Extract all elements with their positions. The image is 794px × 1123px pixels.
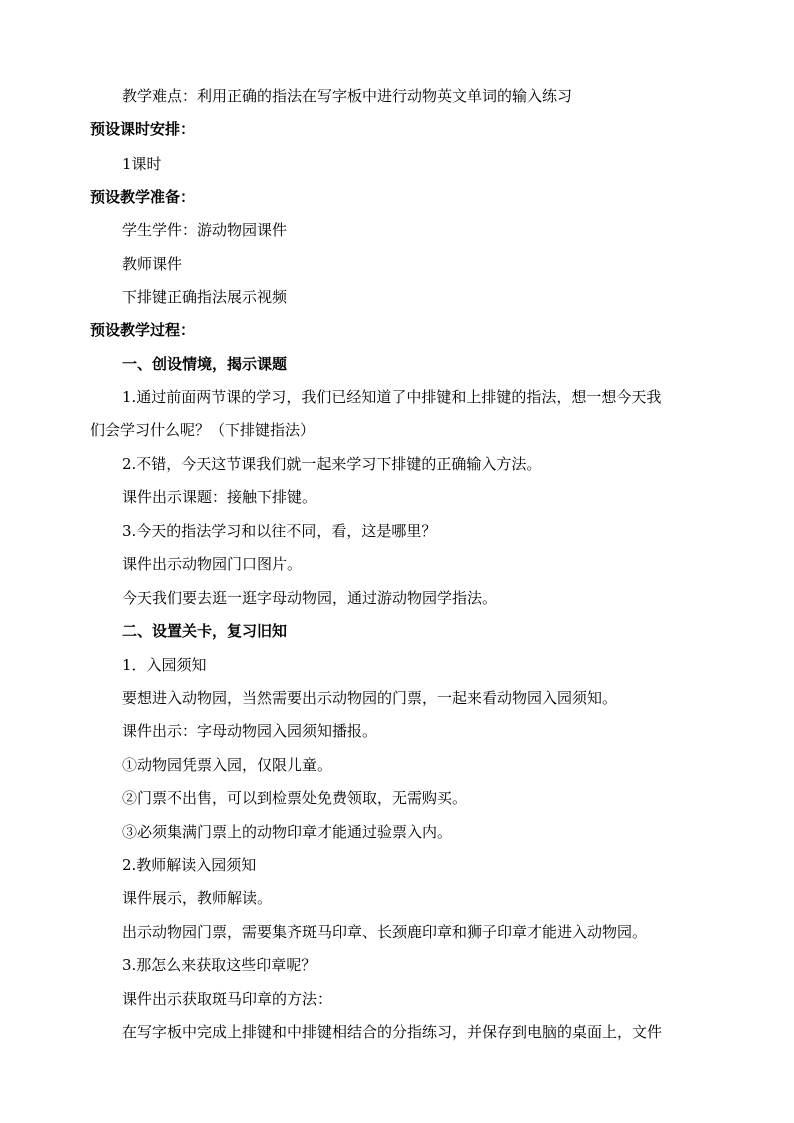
preparation-item: 学生学件：游动物园课件	[122, 221, 288, 239]
paragraph-line: 2.不错，今天这节课我们就一起来学习下排键的正确输入方法。	[122, 455, 542, 473]
section-heading-schedule: 预设课时安排：	[90, 120, 196, 138]
subsection-heading-1: 一、创设情境，揭示课题	[122, 355, 288, 373]
preparation-item: 下排键正确指法展示视频	[122, 288, 288, 306]
paragraph-line: 1.通过前面两节课的学习，我们已经知道了中排键和上排键的指法，想一想今天我	[122, 388, 662, 406]
paragraph-line: 课件出示：字母动物园入园须知播报。	[122, 722, 378, 740]
rule-item: ②门票不出售，可以到检票处免费领取，无需购买。	[122, 789, 468, 807]
section-heading-process: 预设教学过程：	[90, 321, 196, 339]
paragraph-line: 2.教师解读入园须知	[122, 856, 257, 874]
paragraph-line: 课件出示课题：接触下排键。	[122, 488, 318, 506]
teaching-difficulty-line: 教学难点：利用正确的指法在写字板中进行动物英文单词的输入练习	[122, 87, 573, 105]
paragraph-line: 在写字板中完成上排键和中排键相结合的分指练习，并保存到电脑的桌面上，文件	[122, 1023, 663, 1041]
paragraph-line: 出示动物园门票，需要集齐斑马印章、长颈鹿印章和狮子印章才能进入动物园。	[122, 923, 648, 941]
schedule-value: 1课时	[122, 155, 162, 173]
subsection-heading-2: 二、设置关卡，复习旧知	[122, 622, 288, 640]
paragraph-line: 课件展示，教师解读。	[122, 889, 273, 907]
rule-item: ①动物园凭票入园，仅限儿童。	[122, 756, 333, 774]
rule-item: ③必须集满门票上的动物印章才能通过验票入内。	[122, 823, 453, 841]
preparation-item: 教师课件	[122, 255, 183, 273]
paragraph-line: 3.那怎么来获取这些印章呢？	[122, 956, 317, 974]
paragraph-line: 课件出示动物园门口图片。	[122, 555, 303, 573]
paragraph-line: 3.今天的指法学习和以往不同，看，这是哪里？	[122, 522, 437, 540]
paragraph-line: 课件出示获取斑马印章的方法：	[122, 990, 333, 1008]
section-heading-preparation: 预设教学准备：	[90, 188, 196, 206]
paragraph-line: 1．入园须知	[122, 656, 207, 674]
paragraph-line: 今天我们要去逛一逛字母动物园，通过游动物园学指法。	[122, 589, 498, 607]
paragraph-line: 们会学习什么呢？（下排键指法）	[90, 421, 316, 439]
paragraph-line: 要想进入动物园，当然需要出示动物园的门票，一起来看动物园入园须知。	[122, 689, 618, 707]
